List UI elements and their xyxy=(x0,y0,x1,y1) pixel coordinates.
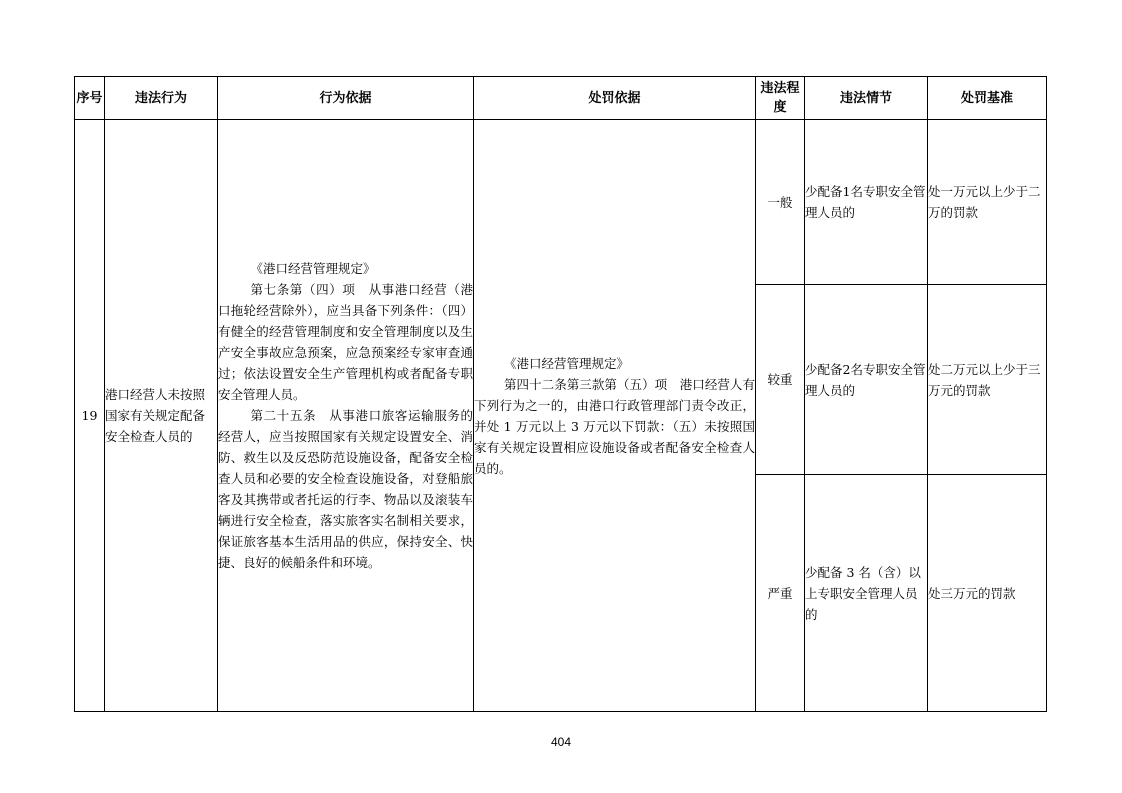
header-row xyxy=(75,77,1047,120)
table-row xyxy=(75,120,1047,285)
header-degree: 违法程度 xyxy=(756,77,805,120)
seq-cell: 19 xyxy=(75,120,105,712)
degree-general: 一般 xyxy=(756,120,805,285)
header-circumstance: 违法情节 xyxy=(805,77,928,120)
degree-serious: 较重 xyxy=(756,285,805,475)
header-seq: 序号 xyxy=(75,77,105,120)
penalty-article-42: 第四十二条第三款第（五）项 港口经营人有下列行为之一的，由港口行政管理部门责令改正，并处 1 万元以上 3 万元以下罚款：（五）未按照国家有关规定设置相应设施设备或者配备安全检查人员的。 xyxy=(474,376,755,476)
circumstance-general: 少配备1名专职安全管理人员的 xyxy=(805,120,928,285)
standard-general: 处一万元以上少于二万的罚款 xyxy=(928,120,1047,285)
header-penalty-basis: 处罚依据 xyxy=(474,77,756,120)
basis-article-7: 第七条第（四）项 从事港口经营（港口拖轮经营除外），应当具备下列条件：（四）有健全的经营管理制度和安全管理制度以及生产安全事故应急预案，应急预案经专家审查通过；依法设置安全生产管理机构或者配备专职安全管理人员。 xyxy=(218,282,473,402)
header-standard: 处罚基准 xyxy=(928,77,1047,120)
penalty-law-title: 《港口经营管理规定》 xyxy=(504,355,630,371)
basis-article-25: 第二十五条 从事港口旅客运输服务的经营人，应当按照国家有关规定设置安全、消防、救生以及反恐防范设施设备，配备安全检查人员和必要的安全检查设施设备，对登船旅客及其携带或者托运的行李、物品以及滚装车辆进行安全检查，落实旅客实名制相关要求，保证旅客基本生活用品的供应，保持安全、快捷、良好的候船条件和环境。 xyxy=(218,408,473,570)
degree-severe: 严重 xyxy=(756,475,805,712)
basis-law-title: 《港口经营管理规定》 xyxy=(250,261,376,276)
penalty-basis-cell xyxy=(474,120,756,712)
standard-serious: 处二万元以上少于三万元的罚款 xyxy=(928,285,1047,475)
standard-severe: 处三万元的罚款 xyxy=(928,475,1047,712)
act-cell: 港口经营人未按照国家有关规定配备安全检查人员的 xyxy=(105,120,218,712)
circumstance-severe: 少配备 3 名（含）以上专职安全管理人员的 xyxy=(805,475,928,712)
circumstance-serious: 少配备2名专职安全管理人员的 xyxy=(805,285,928,475)
penalty-standards-table xyxy=(74,76,1047,712)
header-basis: 行为依据 xyxy=(218,77,474,120)
basis-cell xyxy=(218,120,474,712)
page-number: 404 xyxy=(550,735,572,749)
header-act: 违法行为 xyxy=(105,77,218,120)
